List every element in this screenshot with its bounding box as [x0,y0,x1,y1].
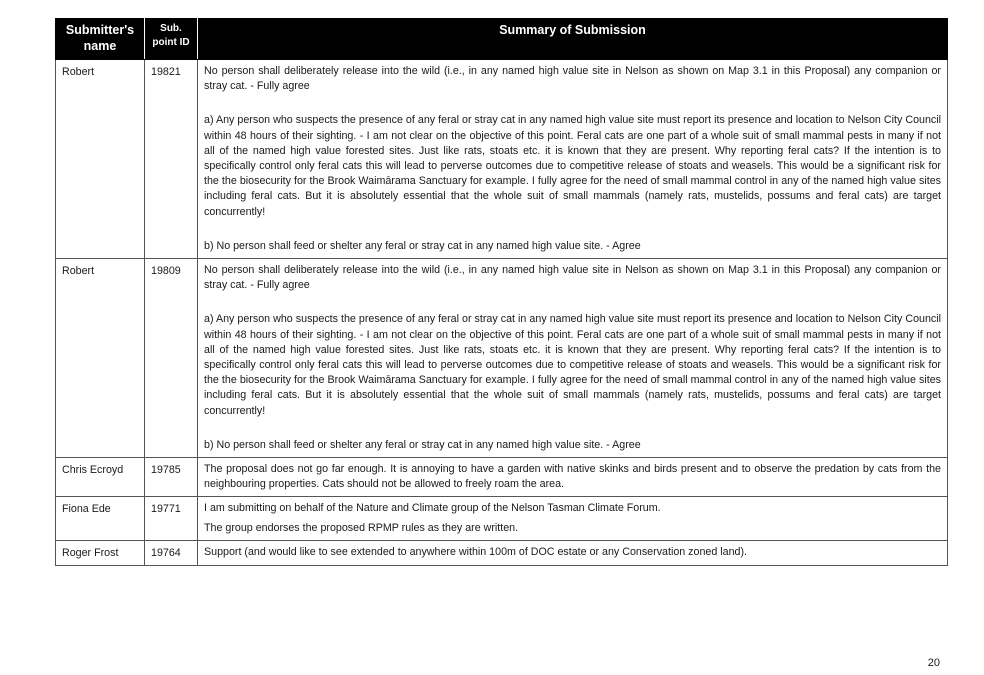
summary-paragraph: b) No person shall feed or shelter any feral or stray cat in any named high value site. - Agree [204,239,641,252]
table-row [56,60,948,259]
submitter-name-cell: Fiona Ede [56,497,145,540]
table-header-row [56,19,948,60]
summary-paragraph: The proposal does not go far enough. It is annoying to have a garden with native skinks and birds present and to observe the predation by cats from the neighbouring properties. Cats should not be allowed to freely roam the area. [204,463,941,491]
table-row [56,458,948,497]
sub-point-id-cell: 19809 [145,259,198,458]
header-submitter-name: Submitter's name [56,19,145,60]
submitter-name-cell: Roger Frost [56,540,145,565]
sub-point-id-cell: 19821 [145,60,198,259]
header-summary: Summary of Submission [198,19,948,60]
table-row [56,540,948,565]
summary-paragraph: No person shall deliberately release into the wild (i.e., in any named high value site in Nelson as shown on Map 3.1 in this Proposal) any companion or stray cat. - Fully agree [204,264,941,292]
submissions-table-container [55,18,947,566]
summary-paragraph: I am submitting on behalf of the Nature and Climate group of the Nelson Tasman Climate Forum. [204,502,661,515]
submissions-table [55,18,948,566]
table-row [56,259,948,458]
table-row [56,497,948,540]
summary-paragraph: a) Any person who suspects the presence of any feral or stray cat in any named high value site must report its presence and location to Nelson City Council within 48 hours of their sighting. - I am not clear on the objective of this point. Feral cats are one part of a whole suit of small mammal pests in many if not all of the named high value forested sites. Just like rats, stoats etc. it is known that they are present. Why reporting feral cats? If the intention is to specifically control only feral cats this will lead to perverse outcomes due to competitive release of stoats and weasels. This would be a significant risk for the the biosecurity for the Brook Waimārama Sanctuary for example. I fully agree for the need of small mammal control in any of the named high value sites including feral cats. But it is absolutely essential that the whole suit of small mammals (namely rats, mustelids, possums and feral cats) are target concurrently! [204,313,941,417]
sub-point-id-cell: 19771 [145,497,198,540]
summary-cell [198,497,948,540]
summary-paragraph: b) No person shall feed or shelter any feral or stray cat in any named high value site. - Agree [204,438,641,451]
submitter-name-cell: Robert [56,259,145,458]
summary-cell [198,60,948,259]
summary-paragraph: a) Any person who suspects the presence of any feral or stray cat in any named high value site must report its presence and location to Nelson City Council within 48 hours of their sighting. - I am not clear on the objective of this point. Feral cats are one part of a whole suit of small mammal pests in many if not all of the named high value forested sites. Just like rats, stoats etc. it is known that they are present. Why reporting feral cats? If the intention is to specifically control only feral cats this will lead to perverse outcomes due to competitive release of stoats and weasels. This would be a significant risk for the the biosecurity for the Brook Waimārama Sanctuary for example. I fully agree for the need of small mammal control in any of the named high value sites including feral cats. But it is absolutely essential that the whole suit of small mammals (namely rats, mustelids, possums and feral cats) are target concurrently! [204,114,941,218]
submitter-name-cell: Chris Ecroyd [56,458,145,497]
sub-point-id-cell: 19785 [145,458,198,497]
summary-paragraph: The group endorses the proposed RPMP rules as they are written. [204,521,519,534]
summary-cell [198,259,948,458]
summary-cell [198,540,948,565]
summary-paragraph: No person shall deliberately release into the wild (i.e., in any named high value site in Nelson as shown on Map 3.1 in this Proposal) any companion or stray cat. - Fully agree [204,65,941,93]
sub-point-id-cell: 19764 [145,540,198,565]
header-sub-point-id: Sub. point ID [145,19,198,60]
summary-cell [198,458,948,497]
page-number: 20 [927,657,940,669]
submitter-name-cell: Robert [56,60,145,259]
summary-paragraph: Support (and would like to see extended to anywhere within 100m of DOC estate or any Conservation zoned land). [204,545,748,558]
